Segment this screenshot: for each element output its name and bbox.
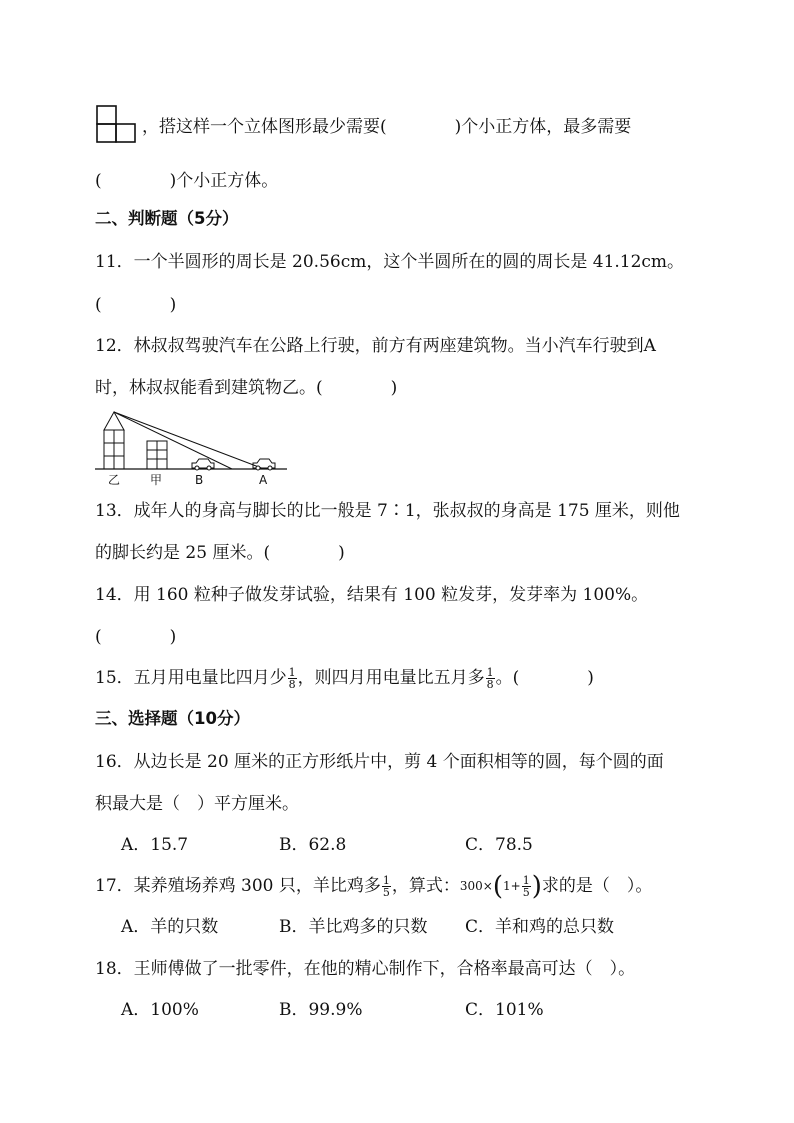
q15-fraction-2: $\frac{1}{8}$ — [486, 666, 494, 691]
q16-option-a: A．15.7 — [121, 835, 189, 855]
cube-view-figure — [95, 104, 139, 144]
buildings-figure — [92, 408, 292, 488]
q18-option-b: B．99.9% — [279, 1000, 363, 1020]
q17-option-a: A．羊的只数 — [121, 917, 219, 937]
q17-part2: ，算式： — [391, 876, 460, 896]
q17-fraction: $\frac{1}{5}$ — [382, 874, 390, 899]
label-yi: 乙 — [108, 473, 121, 487]
q17-line — [95, 871, 653, 902]
q16-option-c: C．78.5 — [465, 835, 533, 855]
q16-line1: 16．从边长是 20 厘米的正方形纸片中，剪 4 个面积相等的圆，每个圆的面 — [95, 752, 664, 772]
q16-option-b: B．62.8 — [279, 835, 347, 855]
q12-line2: 时，林叔叔能看到建筑物乙。( ) — [95, 378, 398, 398]
q15-line — [95, 667, 594, 690]
q18-option-a: A．100% — [121, 1000, 199, 1020]
q15-part2: ，则四月用电量比五月多 — [297, 668, 485, 688]
section-3-title: 三、选择题（10分） — [95, 709, 250, 728]
q13-line1: 13．成年人的身高与脚长的比一般是 7∶1，张叔叔的身高是 175 厘米，则他 — [95, 501, 680, 521]
q14-line2: ( ) — [95, 627, 177, 647]
label-a: A — [259, 473, 268, 487]
q14-line1: 14．用 160 粒种子做发芽试验，结果有 100 粒发芽，发芽率为 100%。 — [95, 585, 649, 605]
label-jia: 甲 — [150, 473, 163, 487]
q17-option-b: B．羊比鸡多的只数 — [279, 917, 428, 937]
q18-line1: 18．王师傅做了一批零件，在他的精心制作下，合格率最高可达（ ）。 — [95, 959, 636, 979]
q15-part3: 。( ) — [495, 668, 594, 688]
q16-line2: 积最大是（ ）平方厘米。 — [95, 794, 299, 814]
q13-line2: 的脚长约是 25 厘米。( ) — [95, 543, 345, 563]
q17-part3: 求的是（ ）。 — [541, 876, 653, 896]
q11-line1: 11．一个半圆形的周长是 20.56cm，这个半圆所在的圆的周长是 41.12cm。 — [95, 252, 685, 272]
q17-option-c: C．羊和鸡的总只数 — [465, 917, 615, 937]
q17-part1: 17．某养殖场养鸡 300 只，羊比鸡多 — [95, 876, 381, 896]
q10-line2: ( )个小正方体。 — [95, 171, 279, 191]
q12-line1: 12．林叔叔驾驶汽车在公路上行驶，前方有两座建筑物。当小汽车行驶到A — [95, 336, 656, 356]
q18-option-c: C．101% — [465, 1000, 544, 1020]
section-2-title: 二、判断题（5分） — [95, 209, 239, 228]
q11-line2: ( ) — [95, 295, 177, 315]
q15-part1: 15．五月用电量比四月少 — [95, 668, 287, 688]
label-b: B — [195, 473, 204, 487]
q15-fraction-1: $\frac{1}{8}$ — [288, 666, 296, 691]
q17-formula: 300×(1+ $\frac{1}{5}$ ) — [459, 871, 542, 902]
q10-line1: ，搭这样一个立体图形最少需要( )个小正方体，最多需要 — [142, 117, 632, 137]
